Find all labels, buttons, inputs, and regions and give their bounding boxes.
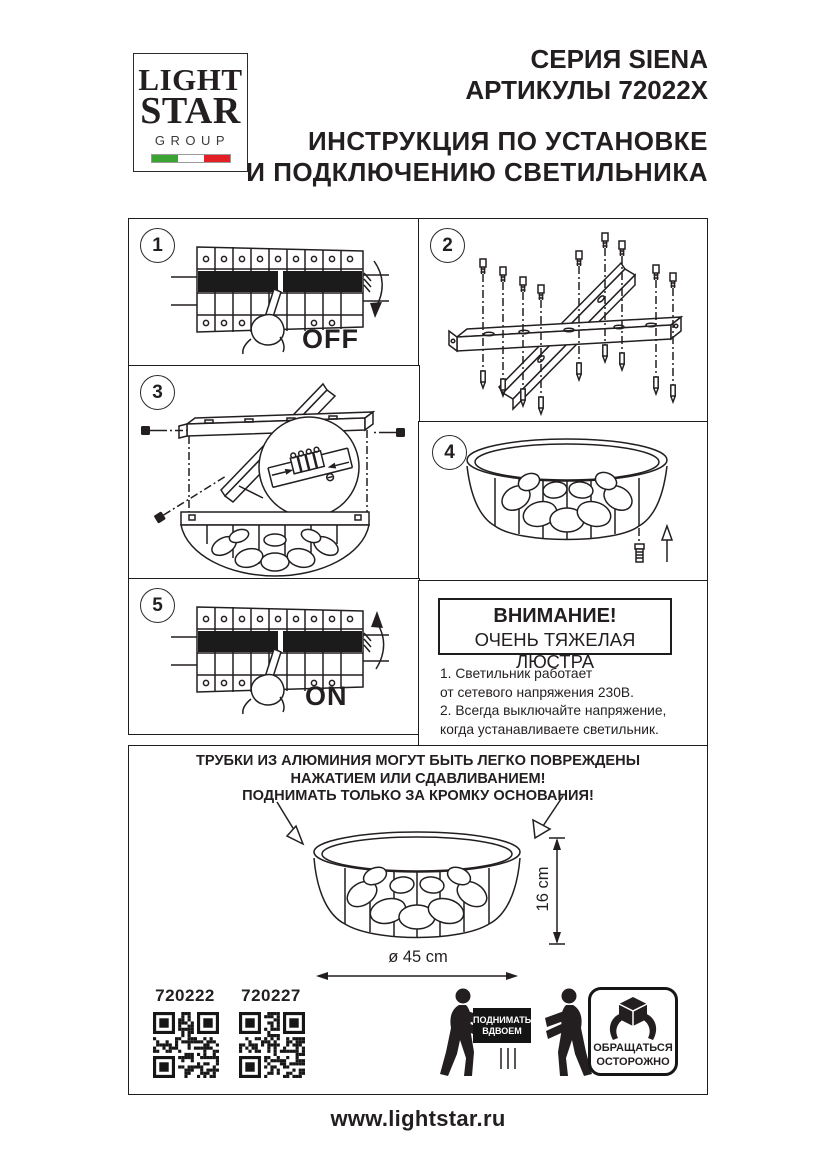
series-block — [465, 44, 708, 106]
lift-sign — [473, 1008, 531, 1043]
step-1-panel — [128, 218, 420, 367]
step-3-panel — [128, 365, 420, 580]
italian-flag-bar — [151, 154, 231, 163]
warning-note-line: 2. Всегда выключайте напряжение, — [440, 703, 667, 719]
diameter-dimension-label: ø 45 cm — [388, 948, 448, 966]
lightstar-logo — [133, 53, 248, 172]
lift-sign-line1: ПОДНИМАТЬ — [473, 1015, 532, 1025]
website-url: www.lightstar.ru — [330, 1106, 506, 1131]
step-2-number: 2 — [430, 228, 465, 263]
instruction-title-line1: ИНСТРУКЦИЯ ПО УСТАНОВКЕ — [307, 126, 708, 156]
step-4-number: 4 — [432, 435, 467, 470]
caution-line: ТРУБКИ ИЗ АЛЮМИНИЯ МОГУТ БЫТЬ ЛЕГКО ПОВРЕЖДЕНЫ — [195, 753, 640, 769]
lift-sign-line2: ВДВОЕМ — [482, 1025, 522, 1036]
logo-light-text: LIGHT — [138, 62, 243, 97]
flag-green — [152, 155, 178, 162]
qr-code — [239, 1012, 305, 1078]
instruction-title — [246, 126, 708, 188]
step-3-number: 3 — [140, 375, 175, 410]
breaker-on-diagram — [171, 591, 389, 715]
warning-note-line: 1. Светильник работает — [440, 666, 593, 681]
lamp-base — [181, 512, 369, 576]
warning-note-line: от сетевого напряжения 230В. — [440, 684, 634, 700]
handle-sign-line2: ОСТОРОЖНО — [596, 1055, 670, 1068]
height-dimension-label: 16 cm — [534, 866, 552, 912]
caution-line: ПОДНИМАТЬ ТОЛЬКО ЗА КРОМКУ ОСНОВАНИЯ! — [242, 788, 594, 805]
logo-star-text: STAR — [140, 90, 241, 132]
hands-cube-icon — [604, 996, 662, 1040]
diameter-dimension-arrow — [316, 972, 518, 980]
off-label: OFF — [302, 324, 359, 354]
handle-with-care-box — [588, 987, 678, 1076]
article-code-720227: 720227 — [241, 986, 301, 1005]
warning-note-line: когда устанавливаете светильник. — [440, 721, 659, 737]
step-5-panel — [128, 578, 420, 735]
warning-subtitle: ОЧЕНЬ ТЯЖЕЛАЯ ЛЮСТРА — [474, 629, 636, 672]
flag-white — [178, 155, 204, 162]
qr-code — [153, 1012, 219, 1078]
on-label: ON — [305, 681, 348, 711]
warning-box — [438, 598, 672, 672]
article-code-720222: 720222 — [155, 986, 215, 1005]
assembled-lamp-diagram — [419, 422, 707, 579]
up-arrow-icon — [662, 526, 672, 562]
step-4-panel — [418, 421, 708, 582]
caution-line: НАЖАТИЕМ ИЛИ СДАВЛИВАНИЕМ! — [290, 770, 546, 787]
wiring-diagram — [129, 366, 417, 577]
pointing-hand-icon — [243, 289, 284, 354]
warning-notes — [440, 665, 702, 739]
handle-sign-text — [591, 1042, 675, 1069]
series-title: СЕРИЯ SIENA — [530, 44, 708, 74]
bottom-panel — [128, 745, 708, 1095]
warning-cell — [418, 580, 708, 747]
logo-group-text: GROUP — [154, 133, 231, 148]
screw-icon — [635, 528, 644, 562]
articles-title: АРТИКУЛЫ 72022X — [465, 75, 708, 105]
step-2-panel — [418, 218, 708, 423]
rotate-arrow-icon — [370, 261, 382, 318]
handle-sign-line1: ОБРАЩАТЬСЯ — [593, 1042, 673, 1054]
pointing-hand-icon — [243, 649, 284, 714]
step-1-number: 1 — [140, 228, 175, 263]
warning-title: ВНИМАНИЕ! — [493, 605, 617, 627]
step-5-number: 5 — [140, 588, 175, 623]
instruction-title-line2: И ПОДКЛЮЧЕНИЮ СВЕТИЛЬНИКА — [246, 157, 708, 187]
flag-red — [204, 155, 230, 162]
bracket-anchors-diagram — [419, 219, 707, 420]
